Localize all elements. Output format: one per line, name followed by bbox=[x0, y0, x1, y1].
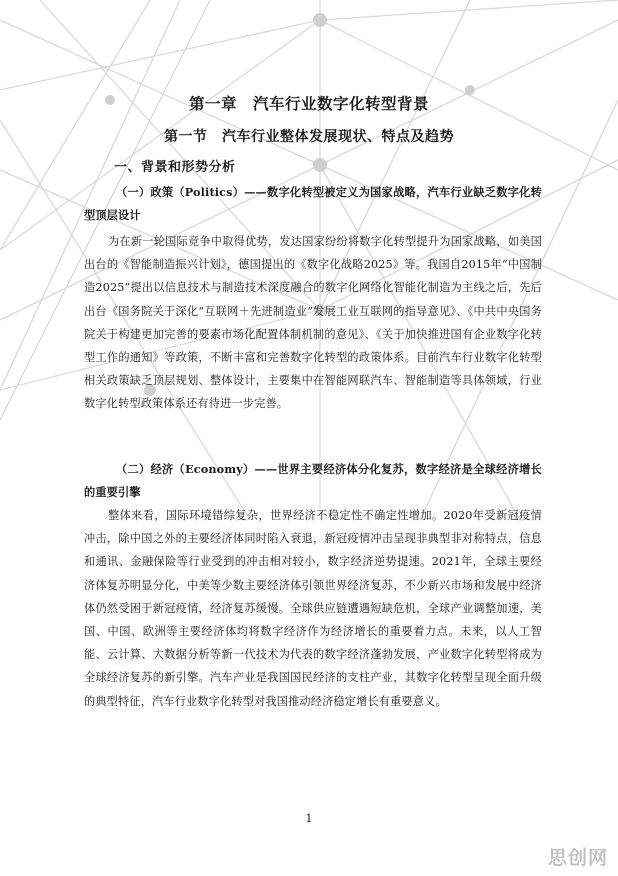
chapter-title: 第一章 汽车行业数字化转型背景 bbox=[188, 94, 429, 113]
subsection-title: 一、背景和形势分析 bbox=[114, 160, 236, 175]
policy-heading: （一）政策（Politics）——数字化转型被定义为国家战略，汽车行业缺乏数字化转型顶层设计 bbox=[84, 185, 542, 223]
economy-paragraph: 整体来看，国际环境错综复杂，世界经济不稳定性不确定性增加。2020年受新冠疫情冲击，除中国之外的主要经济体同时陷入衰退，新冠疫情冲击呈现非典型非对称特点，信息和通讯、金融保险等行业受到的冲击相对较小，数字经济逆势提速。2021年，全球主要经济体复苏明显分化，中美等少数主要经济体引领世界经济复苏，不少新兴市场和发展中经济体仍然受困于新冠疫情，经济复苏缓慢。全球供应链遭遇短缺危机，全球产业调整加速，美国、中国、欧洲等主要经济体均将数字经济作为经济增长的重要着力点。未来，以人工智能、云计算、大数据分析等新一代技术为代表的数字经济蓬勃发展，产业数字化转型将成为全球经济复苏的新引擎。汽车产业是我国国民经济的支柱产业，其数字化转型呈现全面升级的典型特征，汽车行业数字化转型对我国推动经济稳定增长有重要意义。 bbox=[84, 509, 542, 708]
watermark-logo: 思创网 bbox=[547, 847, 608, 869]
section-title: 第一节 汽车行业整体发展现状、特点及趋势 bbox=[164, 129, 454, 145]
policy-paragraph: 为在新一轮国际竞争中取得优势，发达国家纷纷将数字化转型提升为国家战略，如美国出台的《智能制造振兴计划》，德国提出的《数字化战略2025》等。我国自2015年“中国制造2025”提出以信息技术与制造技术深度融合的数字化网络化智能化制造为主线之后，先后出台《国务院关于深化“互联网＋先进制造业”发展工业互联网的指导意见》、《中共中央国务院关于构建更加完善的要素市场化配置体制机制的意见》、《关于加快推进国有企业数字化转型工作的通知》等政策，不断丰富和完善数字化转型的政策体系。目前汽车行业数字化转型相关政策缺乏顶层规划、整体设计，主要集中在智能网联汽车、智能制造等具体领域，行业数字化转型政策体系还有待进一步完善。 bbox=[84, 235, 542, 411]
page-number: 1 bbox=[305, 812, 313, 825]
economy-heading: （二）经济（Economy）——世界主要经济体分化复苏，数字经济是全球经济增长的重要引擎 bbox=[84, 462, 542, 500]
